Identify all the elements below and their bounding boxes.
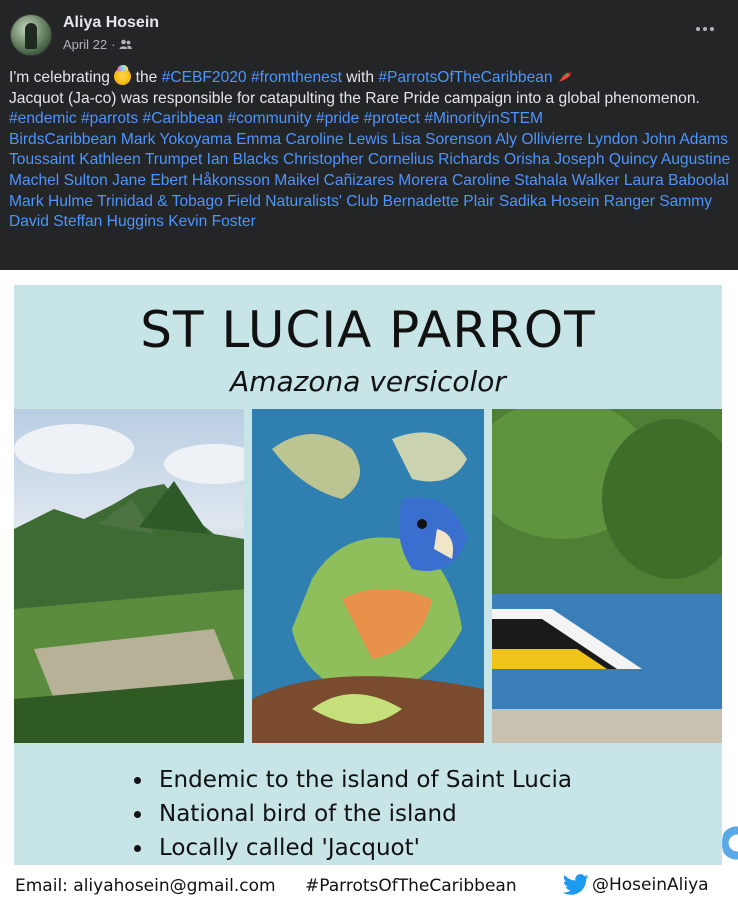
hashtag-endemic[interactable]: #endemic <box>9 110 77 128</box>
post-header <box>0 0 738 270</box>
poster-footer <box>0 872 738 900</box>
mention-link[interactable]: Mark Hulme <box>9 192 94 210</box>
poster-image[interactable] <box>14 285 722 865</box>
mention-link[interactable]: Lyndon John Adams <box>587 130 728 148</box>
mention-link[interactable]: Emma Caroline Lewis <box>236 130 388 148</box>
author-name[interactable]: Aliya Hosein <box>63 14 160 31</box>
mention-link[interactable]: Trinidad & Tobago Field Naturalists' Club <box>97 192 379 210</box>
party-face-emoji-icon <box>114 68 131 85</box>
post-text-line-2: Jacquot (Ja-co) was responsible for catapulting the Rare Pride campaign into a global phenomenon. <box>9 89 700 107</box>
mention-link[interactable]: Bernadette Plair <box>382 192 495 210</box>
fact-item: National bird of the island <box>134 797 572 831</box>
mention-link[interactable]: Orisha Joseph <box>503 151 605 169</box>
post-text-prefix: I'm celebrating <box>9 69 110 86</box>
friends-icon[interactable] <box>119 39 132 50</box>
footer-hashtag: #ParrotsOfTheCaribbean <box>305 876 517 896</box>
mention-link[interactable]: Ranger Sammy David <box>9 192 713 231</box>
mention-link[interactable]: Toussaint Kathleen Trumpet <box>9 151 203 169</box>
mention-link[interactable]: BirdsCaribbean <box>9 130 117 148</box>
post-text-with: with <box>346 69 375 86</box>
hashtag-pride[interactable]: #pride <box>315 110 360 128</box>
mention-link[interactable]: Quincy Augustine <box>608 151 731 169</box>
mention-link[interactable]: Maikel Cañizares Morera <box>274 171 448 189</box>
parrot-mural-photo <box>252 409 484 743</box>
mention-link[interactable]: Lisa Sorenson <box>392 130 492 148</box>
footer-email: Email: aliyahosein@gmail.com <box>15 876 276 896</box>
mention-link[interactable]: Laura Baboolal <box>623 171 729 189</box>
hashtag-parrotsofthecaribbean[interactable]: #ParrotsOfTheCaribbean <box>378 69 553 86</box>
post-text <box>9 68 731 233</box>
mention-link[interactable]: Steffan Huggins <box>53 213 164 231</box>
parrot-emoji-icon <box>557 70 573 84</box>
post-date[interactable]: April 22 <box>63 37 108 52</box>
post-text-the: the <box>135 69 158 86</box>
fact-list <box>134 763 572 865</box>
post-meta <box>63 37 132 52</box>
fact-item: Endemic to the island of Saint Lucia <box>134 763 572 797</box>
mention-link[interactable]: Aly Ollivierre <box>495 130 583 148</box>
footer-twitter <box>563 874 709 896</box>
mention-link[interactable]: Kevin Foster <box>168 213 256 231</box>
twitter-handle: @HoseinAliya <box>592 875 709 895</box>
organization-logo-icon <box>722 820 738 866</box>
mention-link[interactable]: Sadika Hosein <box>498 192 600 210</box>
poster-subtitle: Amazona versicolor <box>230 365 506 398</box>
twitter-bird-icon <box>563 874 589 896</box>
mention-link[interactable]: Machel Sulton <box>9 171 108 189</box>
fact-item: Locally called 'Jacquot' <box>134 831 572 865</box>
hashtag-minorityinstem[interactable]: #MinorityinSTEM <box>424 110 544 128</box>
flag-wall-photo <box>492 409 722 743</box>
poster-title: ST LUCIA PARROT <box>140 301 596 359</box>
hashtag-fromthenest[interactable]: #fromthenest <box>250 69 342 86</box>
avatar[interactable] <box>10 14 52 56</box>
mention-link[interactable]: Jane Ebert Håkonsson <box>112 171 270 189</box>
more-options-icon[interactable] <box>696 24 718 34</box>
pitons-photo <box>14 409 244 743</box>
mention-link[interactable]: Mark Yokoyama <box>120 130 232 148</box>
mention-link[interactable]: Ian Blacks <box>206 151 279 169</box>
mention-link[interactable]: Caroline Stahala Walker <box>451 171 620 189</box>
hashtag-community[interactable]: #community <box>227 110 312 128</box>
hashtag-cebf2020[interactable]: #CEBF2020 <box>161 69 247 86</box>
mention-link[interactable]: Christopher Cornelius Richards <box>282 151 500 169</box>
hashtag-parrots[interactable]: #parrots <box>80 110 139 128</box>
meta-separator: · <box>111 37 116 52</box>
hashtag-protect[interactable]: #protect <box>363 110 420 128</box>
hashtag-caribbean[interactable]: #Caribbean <box>142 110 224 128</box>
